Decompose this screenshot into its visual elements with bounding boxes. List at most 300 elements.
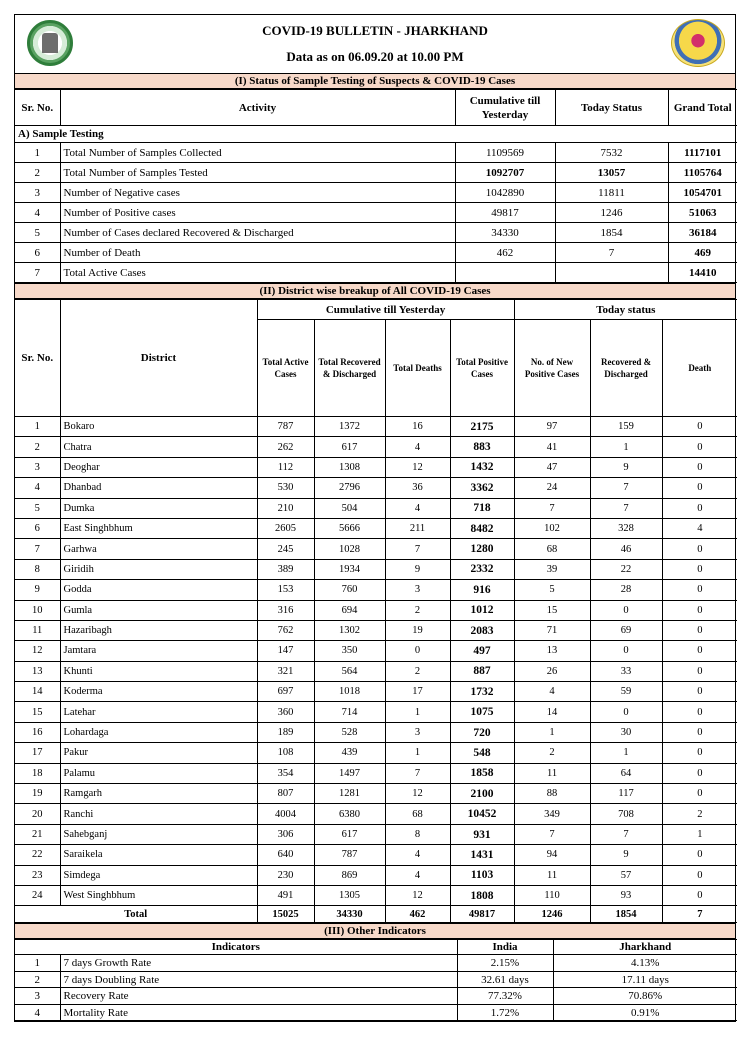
- district-sr-no: 7: [15, 539, 60, 559]
- district-row: [15, 478, 737, 498]
- district-recovered: 1028: [314, 539, 385, 559]
- district-today-recovered: 69: [590, 620, 662, 640]
- district-active: 530: [257, 478, 314, 498]
- district-sr-no: 17: [15, 743, 60, 763]
- district-row: [15, 580, 737, 600]
- district-today-recovered: 22: [590, 559, 662, 579]
- header-new-positive: No. of New Positive Cases: [514, 320, 590, 417]
- district-sr-no: 10: [15, 600, 60, 620]
- district-row: [15, 865, 737, 885]
- header-india: India: [457, 940, 553, 955]
- district-deaths: 1: [385, 702, 450, 722]
- district-row: [15, 722, 737, 742]
- district-recovered: 1497: [314, 763, 385, 783]
- indicator-name: Recovery Rate: [60, 988, 457, 1005]
- district-new-positive: 11: [514, 763, 590, 783]
- district-name: Gumla: [60, 600, 257, 620]
- district-positive: 718: [450, 498, 514, 518]
- district-active: 210: [257, 498, 314, 518]
- district-deaths: 2: [385, 661, 450, 681]
- district-positive: 548: [450, 743, 514, 763]
- indicators-header-row: [15, 940, 737, 955]
- district-positive: 1808: [450, 885, 514, 905]
- section1-title: (I) Status of Sample Testing of Suspects & COVID-19 Cases: [15, 74, 735, 89]
- district-today-recovered: 7: [590, 824, 662, 844]
- district-name: Deoghar: [60, 457, 257, 477]
- district-recovered: 1372: [314, 417, 385, 437]
- header-total-positive: Total Positive Cases: [450, 320, 514, 417]
- district-today-death: 0: [662, 763, 737, 783]
- district-deaths: 12: [385, 885, 450, 905]
- district-today-death: 0: [662, 580, 737, 600]
- district-sr-no: 20: [15, 804, 60, 824]
- district-today-recovered: 93: [590, 885, 662, 905]
- district-name: Hazaribagh: [60, 620, 257, 640]
- district-recovered: 714: [314, 702, 385, 722]
- district-recovered: 504: [314, 498, 385, 518]
- row-today-status: 1246: [555, 203, 668, 223]
- district-deaths: 1: [385, 743, 450, 763]
- district-sr-no: 22: [15, 845, 60, 865]
- district-recovered: 1281: [314, 784, 385, 804]
- district-total-row: [15, 906, 737, 923]
- district-today-recovered: 28: [590, 580, 662, 600]
- district-row: [15, 824, 737, 844]
- district-sr-no: 6: [15, 518, 60, 538]
- header-cumulative-group: Cumulative till Yesterday: [257, 300, 514, 320]
- district-new-positive: 71: [514, 620, 590, 640]
- header-today-death: Death: [662, 320, 737, 417]
- indicator-india: 32.61 days: [457, 971, 553, 988]
- district-new-positive: 110: [514, 885, 590, 905]
- district-sr-no: 9: [15, 580, 60, 600]
- district-today-recovered: 0: [590, 600, 662, 620]
- row-cumulative: 1042890: [455, 183, 555, 203]
- bulletin-page: [14, 14, 736, 1022]
- district-row: [15, 437, 737, 457]
- district-row: [15, 702, 737, 722]
- indicator-sr-no: 4: [15, 1004, 60, 1021]
- district-today-recovered: 7: [590, 498, 662, 518]
- district-active: 491: [257, 885, 314, 905]
- row-grand-total: 14410: [668, 263, 737, 283]
- row-activity: Number of Positive cases: [60, 203, 455, 223]
- district-active: 306: [257, 824, 314, 844]
- header-total-active: Total Active Cases: [257, 320, 314, 417]
- district-recovered: 528: [314, 722, 385, 742]
- district-new-positive: 1: [514, 722, 590, 742]
- sample-testing-row: [15, 203, 737, 223]
- district-positive: 720: [450, 722, 514, 742]
- row-sr-no: 7: [15, 263, 60, 283]
- district-new-positive: 39: [514, 559, 590, 579]
- bulletin-header: [15, 15, 735, 74]
- indicator-jharkhand: 4.13%: [553, 955, 737, 972]
- district-positive: 2100: [450, 784, 514, 804]
- district-deaths: 4: [385, 498, 450, 518]
- district-today-death: 0: [662, 722, 737, 742]
- district-positive: 1732: [450, 682, 514, 702]
- district-deaths: 211: [385, 518, 450, 538]
- row-sr-no: 3: [15, 183, 60, 203]
- indicator-jharkhand: 70.86%: [553, 988, 737, 1005]
- header-grand-total: Grand Total: [668, 90, 737, 126]
- district-new-positive: 13: [514, 641, 590, 661]
- district-deaths: 19: [385, 620, 450, 640]
- row-today-status: [555, 263, 668, 283]
- header-sr-no: Sr. No.: [15, 300, 60, 417]
- district-name: Sahebganj: [60, 824, 257, 844]
- district-row: [15, 559, 737, 579]
- district-name: Ranchi: [60, 804, 257, 824]
- district-active: 640: [257, 845, 314, 865]
- district-today-recovered: 117: [590, 784, 662, 804]
- district-active: 189: [257, 722, 314, 742]
- header-activity: Activity: [60, 90, 455, 126]
- row-today-status: 7: [555, 243, 668, 263]
- district-sr-no: 11: [15, 620, 60, 640]
- district-sr-no: 21: [15, 824, 60, 844]
- district-active: 354: [257, 763, 314, 783]
- row-activity: Number of Negative cases: [60, 183, 455, 203]
- district-new-positive: 68: [514, 539, 590, 559]
- district-row: [15, 417, 737, 437]
- district-active: 245: [257, 539, 314, 559]
- section2-title: (II) District wise breakup of All COVID-19 Cases: [15, 283, 735, 299]
- district-today-recovered: 1: [590, 437, 662, 457]
- district-new-positive: 5: [514, 580, 590, 600]
- district-deaths: 17: [385, 682, 450, 702]
- district-positive: 887: [450, 661, 514, 681]
- district-deaths: 4: [385, 845, 450, 865]
- sample-testing-row: [15, 163, 737, 183]
- district-deaths: 2: [385, 600, 450, 620]
- indicator-sr-no: 2: [15, 971, 60, 988]
- district-new-positive: 11: [514, 865, 590, 885]
- district-new-positive: 26: [514, 661, 590, 681]
- district-deaths: 7: [385, 763, 450, 783]
- district-deaths: 7: [385, 539, 450, 559]
- district-positive: 2175: [450, 417, 514, 437]
- district-today-death: 0: [662, 885, 737, 905]
- district-row: [15, 784, 737, 804]
- row-grand-total: 1105764: [668, 163, 737, 183]
- district-today-death: 0: [662, 437, 737, 457]
- district-active: 697: [257, 682, 314, 702]
- district-new-positive: 4: [514, 682, 590, 702]
- district-today-recovered: 59: [590, 682, 662, 702]
- row-today-status: 7532: [555, 143, 668, 163]
- district-deaths: 8: [385, 824, 450, 844]
- district-name: Ramgarh: [60, 784, 257, 804]
- district-active: 153: [257, 580, 314, 600]
- indicator-india: 77.32%: [457, 988, 553, 1005]
- row-grand-total: 1117101: [668, 143, 737, 163]
- district-sr-no: 1: [15, 417, 60, 437]
- row-grand-total: 1054701: [668, 183, 737, 203]
- district-positive: 2332: [450, 559, 514, 579]
- district-today-recovered: 9: [590, 457, 662, 477]
- district-deaths: 9: [385, 559, 450, 579]
- row-cumulative: 34330: [455, 223, 555, 243]
- district-today-recovered: 708: [590, 804, 662, 824]
- district-today-death: 0: [662, 478, 737, 498]
- district-today-recovered: 46: [590, 539, 662, 559]
- district-today-recovered: 57: [590, 865, 662, 885]
- district-sr-no: 13: [15, 661, 60, 681]
- sample-testing-row: [15, 183, 737, 203]
- district-today-death: 0: [662, 641, 737, 661]
- total-positive: 49817: [450, 906, 514, 923]
- district-today-death: 1: [662, 824, 737, 844]
- district-row: [15, 539, 737, 559]
- district-row: [15, 743, 737, 763]
- district-recovered: 1018: [314, 682, 385, 702]
- district-new-positive: 7: [514, 498, 590, 518]
- district-today-death: 0: [662, 600, 737, 620]
- district-positive: 1431: [450, 845, 514, 865]
- row-cumulative: 462: [455, 243, 555, 263]
- sample-testing-table: [15, 89, 737, 283]
- district-positive: 8482: [450, 518, 514, 538]
- header-district: District: [60, 300, 257, 417]
- row-activity: Number of Cases declared Recovered & Discharged: [60, 223, 455, 243]
- district-sr-no: 2: [15, 437, 60, 457]
- district-recovered: 869: [314, 865, 385, 885]
- district-recovered: 5666: [314, 518, 385, 538]
- district-today-recovered: 33: [590, 661, 662, 681]
- district-active: 807: [257, 784, 314, 804]
- indicator-name: 7 days Doubling Rate: [60, 971, 457, 988]
- district-today-death: 0: [662, 498, 737, 518]
- district-sr-no: 16: [15, 722, 60, 742]
- sample-testing-group-row: [15, 126, 737, 143]
- district-positive: 2083: [450, 620, 514, 640]
- district-today-recovered: 0: [590, 702, 662, 722]
- district-positive: 1012: [450, 600, 514, 620]
- district-today-death: 0: [662, 620, 737, 640]
- district-row: [15, 763, 737, 783]
- district-today-recovered: 7: [590, 478, 662, 498]
- district-new-positive: 97: [514, 417, 590, 437]
- district-recovered: 1302: [314, 620, 385, 640]
- district-recovered: 350: [314, 641, 385, 661]
- district-new-positive: 47: [514, 457, 590, 477]
- group-label: A) Sample Testing: [15, 126, 737, 143]
- district-table: [15, 299, 737, 923]
- district-today-death: 4: [662, 518, 737, 538]
- district-today-recovered: 1: [590, 743, 662, 763]
- district-today-recovered: 159: [590, 417, 662, 437]
- district-active: 762: [257, 620, 314, 640]
- header-today-status: Today Status: [555, 90, 668, 126]
- district-name: Dumka: [60, 498, 257, 518]
- district-name: Godda: [60, 580, 257, 600]
- district-group-header-row: [15, 300, 737, 320]
- district-deaths: 36: [385, 478, 450, 498]
- row-cumulative: 1092707: [455, 163, 555, 183]
- district-new-positive: 14: [514, 702, 590, 722]
- total-label: Total: [15, 906, 257, 923]
- bulletin-title: COVID-19 BULLETIN - JHARKHAND: [262, 23, 488, 38]
- district-name: West Singhbhum: [60, 885, 257, 905]
- district-today-recovered: 0: [590, 641, 662, 661]
- row-today-status: 1854: [555, 223, 668, 243]
- total-new-positive: 1246: [514, 906, 590, 923]
- district-deaths: 68: [385, 804, 450, 824]
- district-sr-no: 18: [15, 763, 60, 783]
- district-today-death: 0: [662, 417, 737, 437]
- district-active: 112: [257, 457, 314, 477]
- district-positive: 931: [450, 824, 514, 844]
- indicator-india: 2.15%: [457, 955, 553, 972]
- district-active: 316: [257, 600, 314, 620]
- district-recovered: 617: [314, 824, 385, 844]
- district-sr-no: 4: [15, 478, 60, 498]
- row-grand-total: 36184: [668, 223, 737, 243]
- district-deaths: 4: [385, 437, 450, 457]
- district-positive: 1858: [450, 763, 514, 783]
- district-deaths: 3: [385, 580, 450, 600]
- district-name: Lohardaga: [60, 722, 257, 742]
- header-indicators: Indicators: [15, 940, 457, 955]
- indicator-sr-no: 1: [15, 955, 60, 972]
- district-name: East Singhbhum: [60, 518, 257, 538]
- district-new-positive: 2: [514, 743, 590, 763]
- district-row: [15, 804, 737, 824]
- district-row: [15, 682, 737, 702]
- row-grand-total: 51063: [668, 203, 737, 223]
- district-recovered: 617: [314, 437, 385, 457]
- row-today-status: 11811: [555, 183, 668, 203]
- district-positive: 1103: [450, 865, 514, 885]
- header-sr-no: Sr. No.: [15, 90, 60, 126]
- district-positive: 1075: [450, 702, 514, 722]
- district-active: 108: [257, 743, 314, 763]
- row-sr-no: 5: [15, 223, 60, 243]
- section3-title: (III) Other Indicators: [15, 923, 735, 939]
- district-row: [15, 845, 737, 865]
- district-positive: 3362: [450, 478, 514, 498]
- district-name: Latehar: [60, 702, 257, 722]
- district-name: Pakur: [60, 743, 257, 763]
- district-name: Dhanbad: [60, 478, 257, 498]
- district-sr-no: 23: [15, 865, 60, 885]
- district-recovered: 1305: [314, 885, 385, 905]
- district-new-positive: 24: [514, 478, 590, 498]
- district-name: Giridih: [60, 559, 257, 579]
- sample-testing-row: [15, 143, 737, 163]
- district-today-recovered: 64: [590, 763, 662, 783]
- district-deaths: 4: [385, 865, 450, 885]
- district-active: 321: [257, 661, 314, 681]
- row-sr-no: 4: [15, 203, 60, 223]
- header-today-recovered: Recovered & Discharged: [590, 320, 662, 417]
- indicator-india: 1.72%: [457, 1004, 553, 1021]
- row-cumulative: [455, 263, 555, 283]
- district-recovered: 564: [314, 661, 385, 681]
- indicator-sr-no: 3: [15, 988, 60, 1005]
- district-row: [15, 885, 737, 905]
- district-sr-no: 19: [15, 784, 60, 804]
- district-sr-no: 24: [15, 885, 60, 905]
- district-today-death: 0: [662, 661, 737, 681]
- district-recovered: 787: [314, 845, 385, 865]
- district-positive: 497: [450, 641, 514, 661]
- row-activity: Total Number of Samples Collected: [60, 143, 455, 163]
- district-active: 2605: [257, 518, 314, 538]
- district-today-recovered: 328: [590, 518, 662, 538]
- row-grand-total: 469: [668, 243, 737, 263]
- district-new-positive: 102: [514, 518, 590, 538]
- total-recovered: 34330: [314, 906, 385, 923]
- district-row: [15, 641, 737, 661]
- total-today-recovered: 1854: [590, 906, 662, 923]
- indicator-jharkhand: 17.11 days: [553, 971, 737, 988]
- header-cumulative: Cumulative till Yesterday: [455, 90, 555, 126]
- total-deaths: 462: [385, 906, 450, 923]
- row-sr-no: 6: [15, 243, 60, 263]
- district-name: Palamu: [60, 763, 257, 783]
- indicator-name: 7 days Growth Rate: [60, 955, 457, 972]
- district-recovered: 1934: [314, 559, 385, 579]
- row-cumulative: 49817: [455, 203, 555, 223]
- district-row: [15, 600, 737, 620]
- sample-testing-row: [15, 223, 737, 243]
- header-today-group: Today status: [514, 300, 737, 320]
- district-today-death: 0: [662, 702, 737, 722]
- district-new-positive: 7: [514, 824, 590, 844]
- district-active: 262: [257, 437, 314, 457]
- total-active: 15025: [257, 906, 314, 923]
- bulletin-subtitle: Data as on 06.09.20 at 10.00 PM: [286, 49, 464, 64]
- district-name: Koderma: [60, 682, 257, 702]
- row-activity: Total Active Cases: [60, 263, 455, 283]
- indicator-name: Mortality Rate: [60, 1004, 457, 1021]
- district-row: [15, 457, 737, 477]
- row-cumulative: 1109569: [455, 143, 555, 163]
- district-today-death: 0: [662, 457, 737, 477]
- district-deaths: 3: [385, 722, 450, 742]
- district-recovered: 439: [314, 743, 385, 763]
- district-positive: 10452: [450, 804, 514, 824]
- district-sr-no: 14: [15, 682, 60, 702]
- district-active: 360: [257, 702, 314, 722]
- district-recovered: 2796: [314, 478, 385, 498]
- district-row: [15, 498, 737, 518]
- header-jharkhand: Jharkhand: [553, 940, 737, 955]
- row-today-status: 13057: [555, 163, 668, 183]
- district-positive: 883: [450, 437, 514, 457]
- district-deaths: 12: [385, 457, 450, 477]
- district-today-recovered: 30: [590, 722, 662, 742]
- district-new-positive: 88: [514, 784, 590, 804]
- district-row: [15, 661, 737, 681]
- district-deaths: 12: [385, 784, 450, 804]
- district-deaths: 16: [385, 417, 450, 437]
- district-active: 147: [257, 641, 314, 661]
- sample-testing-header-row: [15, 90, 737, 126]
- row-sr-no: 2: [15, 163, 60, 183]
- header-total-recovered: Total Recovered & Discharged: [314, 320, 385, 417]
- district-row: [15, 620, 737, 640]
- district-sr-no: 3: [15, 457, 60, 477]
- district-recovered: 760: [314, 580, 385, 600]
- district-name: Garhwa: [60, 539, 257, 559]
- district-today-death: 0: [662, 682, 737, 702]
- district-deaths: 0: [385, 641, 450, 661]
- district-recovered: 1308: [314, 457, 385, 477]
